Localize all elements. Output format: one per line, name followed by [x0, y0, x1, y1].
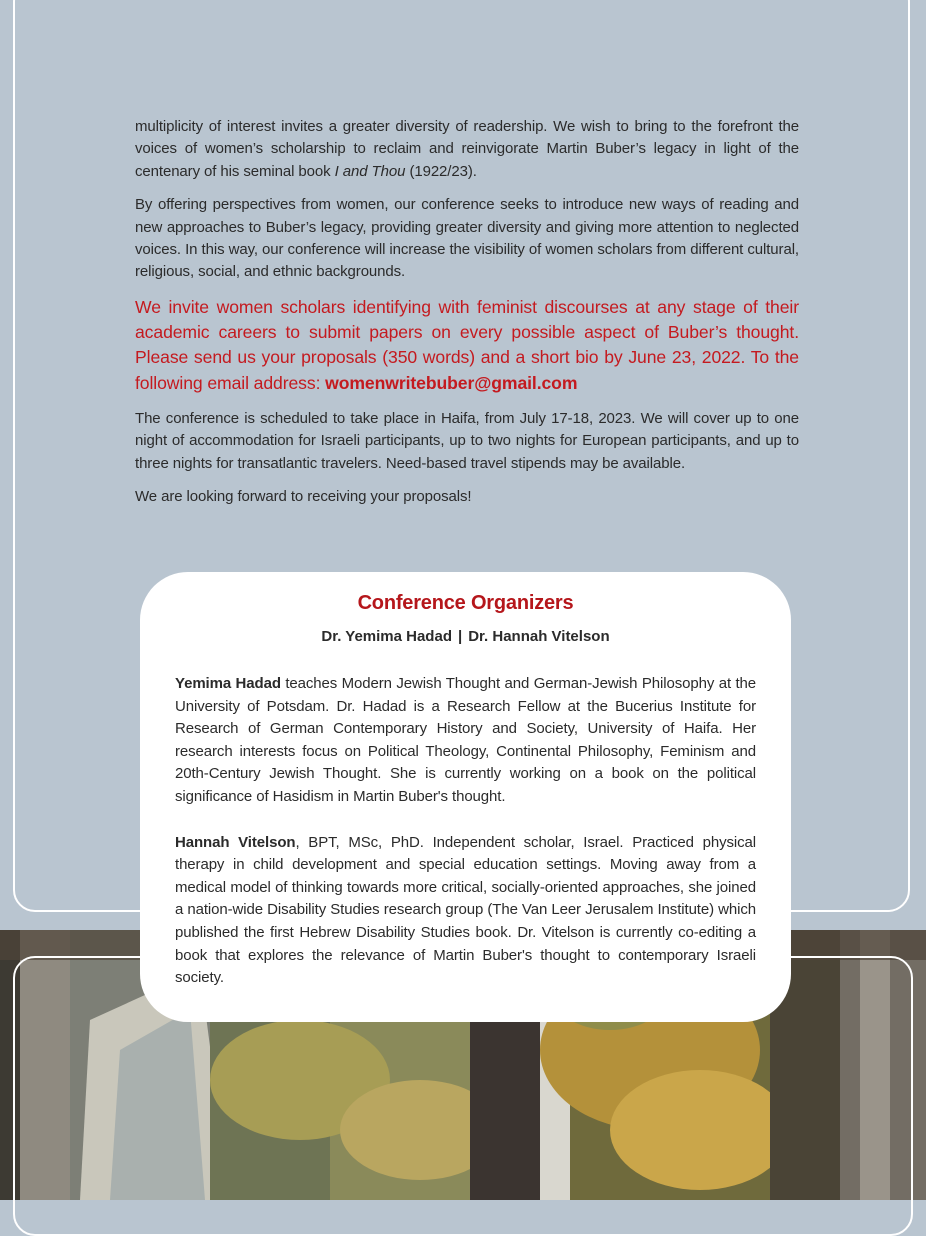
bio-hadad: Yemima Hadad teaches Modern Jewish Thought and German-Jewish Philosophy at the University of Potsdam. Dr. Hadad is a Research Fellow at the Bucerius Institute for Research of German Contemporary History and Society, University of Haifa. Her research interests focus on Political Theology, Continental Philosophy, Feminism and 20th-Century Jewish Thought. She is currently working on a book on the political significance of Hasidism in Martin Buber's thought. — [175, 675, 756, 805]
closing-paragraph: We are looking forward to receiving your proposals! — [135, 488, 472, 506]
organizer-name-2: Dr. Hannah Vitelson — [468, 628, 610, 645]
logistics-paragraph: The conference is scheduled to take place in Haifa, from July 17-18, 2023. We will cover up to one night of accommodation for Israeli participants, up to two nights for European participants, and up to three nights for transatlantic travelers. Need-based travel stipends may be available. — [135, 410, 799, 472]
name-separator: | — [457, 628, 463, 645]
organizer-name-1: Dr. Yemima Hadad — [321, 628, 452, 645]
intro-paragraph: multiplicity of interest invites a greater diversity of readership. We wish to bring to the forefront the voices of women’s scholarship to reclaim and reinvigorate Martin Buber’s legacy in light of the centenary of his seminal book I and Thou (1922/23). — [135, 118, 799, 180]
invitation-paragraph: We invite women scholars identifying with feminist discourses at any stage of their academic careers to submit papers on every possible aspect of Buber’s thought. Please send us your proposals (350 words) and a short bio by June 23, 2022. To the following email address: womenwritebuber@gmail.com — [135, 296, 799, 393]
organizers-card — [140, 572, 791, 1022]
bio-vitelson: Hannah Vitelson, BPT, MSc, PhD. Independent scholar, Israel. Practiced physical therapy in child development and special education settings. Moving away from a medical model of thinking towards more critical, socially-oriented approaches, she joined a nation-wide Disability Studies research group (The Van Leer Jerusalem Institute) which published the first Hebrew Disability Studies book. Dr. Vitelson is currently co-editing a book that explores the relevance of Martin Buber's thought to contemporary Israeli society. — [175, 833, 756, 987]
call-for-papers-body — [135, 116, 799, 520]
submission-email-link[interactable]: womenwritebuber@gmail.com — [325, 372, 578, 393]
organizers-names — [175, 628, 756, 645]
perspectives-paragraph: By offering perspectives from women, our conference seeks to introduce new ways of reading and new approaches to Buber’s legacy, providing greater diversity and giving more attention to neglected voices. In this way, our conference will increase the visibility of women scholars from different cultural, religious, social, and ethnic backgrounds. — [135, 196, 799, 281]
organizers-title: Conference Organizers — [357, 592, 574, 614]
